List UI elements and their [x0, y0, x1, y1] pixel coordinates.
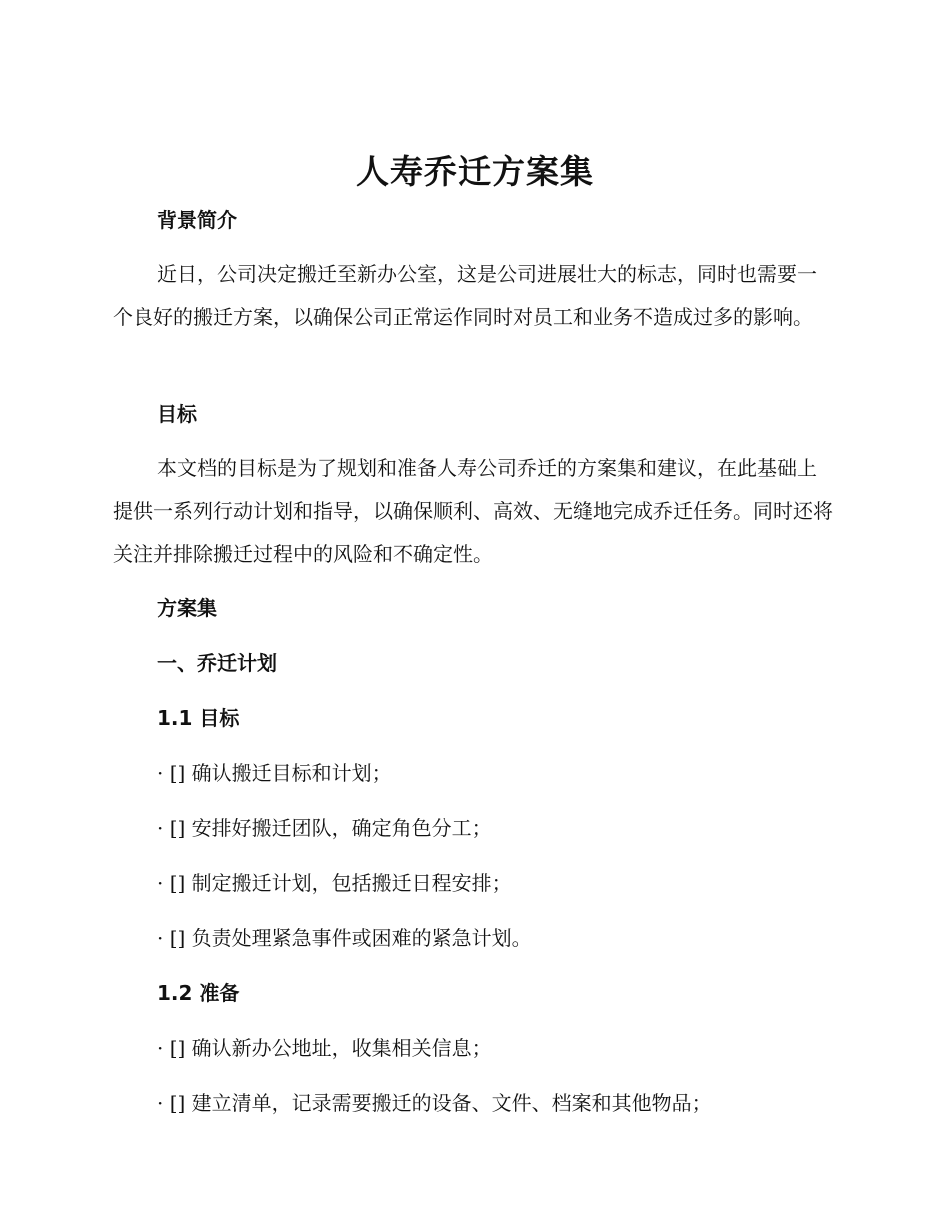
paragraph-background: 近日，公司决定搬迁至新办公室，这是公司进展壮大的标志，同时也需要一个良好的搬迁方案，以确保公司正常运作同时对员工和业务不造成过多的影响。	[113, 262, 817, 329]
paragraph-goal: 本文档的目标是为了规划和准备人寿公司乔迁的方案集和建议，在此基础上提供一系列行动计划和指导，以确保顺利、高效、无缝地完成乔迁任务。同时还将关注并排除搬迁过程中的风险和不确定性。	[113, 456, 833, 566]
list-item: · [] 负责处理紧急事件或困难的紧急计划。	[157, 926, 532, 950]
list-item: · [] 安排好搬迁团队，确定角色分工；	[157, 816, 492, 840]
list-item: · [] 建立清单，记录需要搬迁的设备、文件、档案和其他物品；	[157, 1091, 712, 1115]
section-heading-move-plan: 一、乔迁计划	[157, 651, 277, 675]
document-title: 人寿乔迁方案集	[356, 152, 594, 191]
list-item: · [] 制定搬迁计划，包括搬迁日程安排；	[157, 871, 512, 895]
subsection-heading-prep: 1.2 准备	[157, 981, 240, 1005]
list-item: · [] 确认新办公地址，收集相关信息；	[157, 1036, 492, 1060]
section-heading-goal: 目标	[157, 402, 197, 426]
subsection-heading-goal: 1.1 目标	[157, 706, 240, 730]
list-item: · [] 确认搬迁目标和计划；	[157, 761, 392, 785]
section-heading-background: 背景简介	[157, 208, 237, 232]
section-heading-plan-set: 方案集	[157, 596, 217, 620]
